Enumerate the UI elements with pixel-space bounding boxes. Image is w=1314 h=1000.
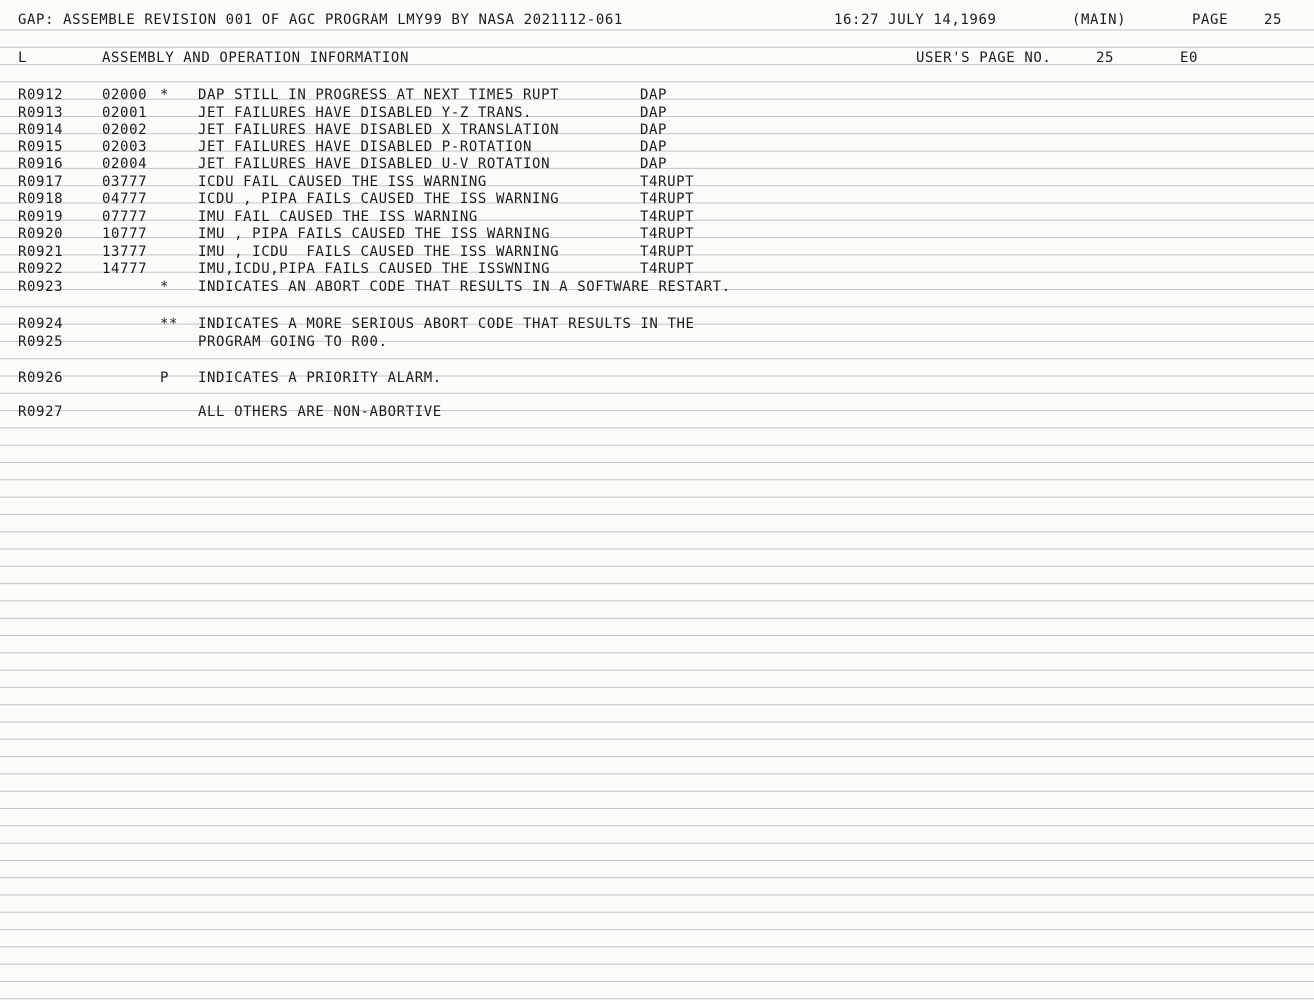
alarm-code: 02003: [102, 139, 148, 155]
section-tag: (MAIN): [1072, 12, 1127, 28]
sub-header-mark: L: [18, 50, 28, 66]
listing-row: [0, 278, 1314, 296]
listing-row: [0, 333, 1314, 351]
alarm-description: IMU , PIPA FAILS CAUSED THE ISS WARNING: [198, 226, 551, 242]
record-number: R0920: [18, 226, 64, 242]
alarm-description: DAP STILL IN PROGRESS AT NEXT TIME5 RUPT: [198, 87, 560, 103]
alarm-description: ICDU , PIPA FAILS CAUSED THE ISS WARNING: [198, 191, 560, 207]
source-routine: T4RUPT: [640, 226, 695, 242]
listing-row: [0, 104, 1314, 122]
user-page-number: 25: [1096, 50, 1115, 66]
listing-row: [0, 138, 1314, 156]
source-routine: T4RUPT: [640, 191, 695, 207]
alarm-code: 14777: [102, 261, 148, 277]
alarm-code: 02000: [102, 87, 148, 103]
abort-mark: *: [160, 87, 170, 103]
record-number: R0923: [18, 279, 64, 295]
section-title: ASSEMBLY AND OPERATION INFORMATION: [102, 50, 409, 66]
alarm-description: PROGRAM GOING TO R00.: [198, 334, 388, 350]
listing-row: [0, 243, 1314, 261]
record-number: R0918: [18, 191, 64, 207]
listing-row: [0, 121, 1314, 139]
record-number: R0917: [18, 174, 64, 190]
listing-row: [0, 173, 1314, 191]
page-header: [0, 11, 1314, 29]
alarm-description: JET FAILURES HAVE DISABLED U-V ROTATION: [198, 156, 551, 172]
alarm-description: IMU,ICDU,PIPA FAILS CAUSED THE ISSWNING: [198, 261, 551, 277]
source-routine: T4RUPT: [640, 261, 695, 277]
program-line: GAP: ASSEMBLE REVISION 001 OF AGC PROGRAM LMY99 BY NASA 2021112-061: [18, 12, 623, 28]
record-number: R0927: [18, 404, 64, 420]
alarm-code: 02001: [102, 105, 148, 121]
alarm-description: JET FAILURES HAVE DISABLED Y-Z TRANS.: [198, 105, 533, 121]
record-number: R0921: [18, 244, 64, 260]
alarm-description: IMU , ICDU FAILS CAUSED THE ISS WARNING: [198, 244, 560, 260]
record-number: R0925: [18, 334, 64, 350]
record-number: R0915: [18, 139, 64, 155]
source-routine: DAP: [640, 87, 668, 103]
record-number: R0912: [18, 87, 64, 103]
alarm-code: 13777: [102, 244, 148, 260]
listing-row: [0, 315, 1314, 333]
alarm-code: 03777: [102, 174, 148, 190]
source-routine: DAP: [640, 156, 668, 172]
record-number: R0914: [18, 122, 64, 138]
user-page-label: USER'S PAGE NO.: [916, 50, 1052, 66]
listing-row: [0, 260, 1314, 278]
listing-row: [0, 403, 1314, 421]
listing-row: [0, 155, 1314, 173]
alarm-code: 02004: [102, 156, 148, 172]
record-number: R0919: [18, 209, 64, 225]
alarm-description: JET FAILURES HAVE DISABLED P-ROTATION: [198, 139, 533, 155]
listing-row: [0, 369, 1314, 387]
alarm-code: 07777: [102, 209, 148, 225]
source-routine: T4RUPT: [640, 209, 695, 225]
alarm-code: 10777: [102, 226, 148, 242]
page-label: PAGE: [1192, 12, 1229, 28]
alarm-code: 04777: [102, 191, 148, 207]
abort-mark: *: [160, 279, 170, 295]
alarm-description: IMU FAIL CAUSED THE ISS WARNING: [198, 209, 478, 225]
record-number: R0916: [18, 156, 64, 172]
alarm-code: 02002: [102, 122, 148, 138]
page-number: 25: [1264, 12, 1283, 28]
alarm-description: INDICATES A PRIORITY ALARM.: [198, 370, 442, 386]
source-routine: DAP: [640, 139, 668, 155]
timestamp: 16:27 JULY 14,1969: [834, 12, 997, 28]
listing-row: [0, 190, 1314, 208]
record-number: R0922: [18, 261, 64, 277]
source-routine: T4RUPT: [640, 244, 695, 260]
abort-mark: P: [160, 370, 170, 386]
source-routine: DAP: [640, 122, 668, 138]
sub-header-code: E0: [1180, 50, 1199, 66]
alarm-description: INDICATES A MORE SERIOUS ABORT CODE THAT RESULTS IN THE: [198, 316, 695, 332]
record-number: R0926: [18, 370, 64, 386]
listing-row: [0, 225, 1314, 243]
sub-header: [0, 49, 1314, 67]
record-number: R0924: [18, 316, 64, 332]
abort-mark: **: [160, 316, 179, 332]
alarm-description: ALL OTHERS ARE NON-ABORTIVE: [198, 404, 442, 420]
source-routine: T4RUPT: [640, 174, 695, 190]
alarm-description: ICDU FAIL CAUSED THE ISS WARNING: [198, 174, 487, 190]
alarm-description: JET FAILURES HAVE DISABLED X TRANSLATION: [198, 122, 560, 138]
listing-row: [0, 86, 1314, 104]
record-number: R0913: [18, 105, 64, 121]
alarm-description: INDICATES AN ABORT CODE THAT RESULTS IN A SOFTWARE RESTART.: [198, 279, 731, 295]
listing-row: [0, 208, 1314, 226]
source-routine: DAP: [640, 105, 668, 121]
